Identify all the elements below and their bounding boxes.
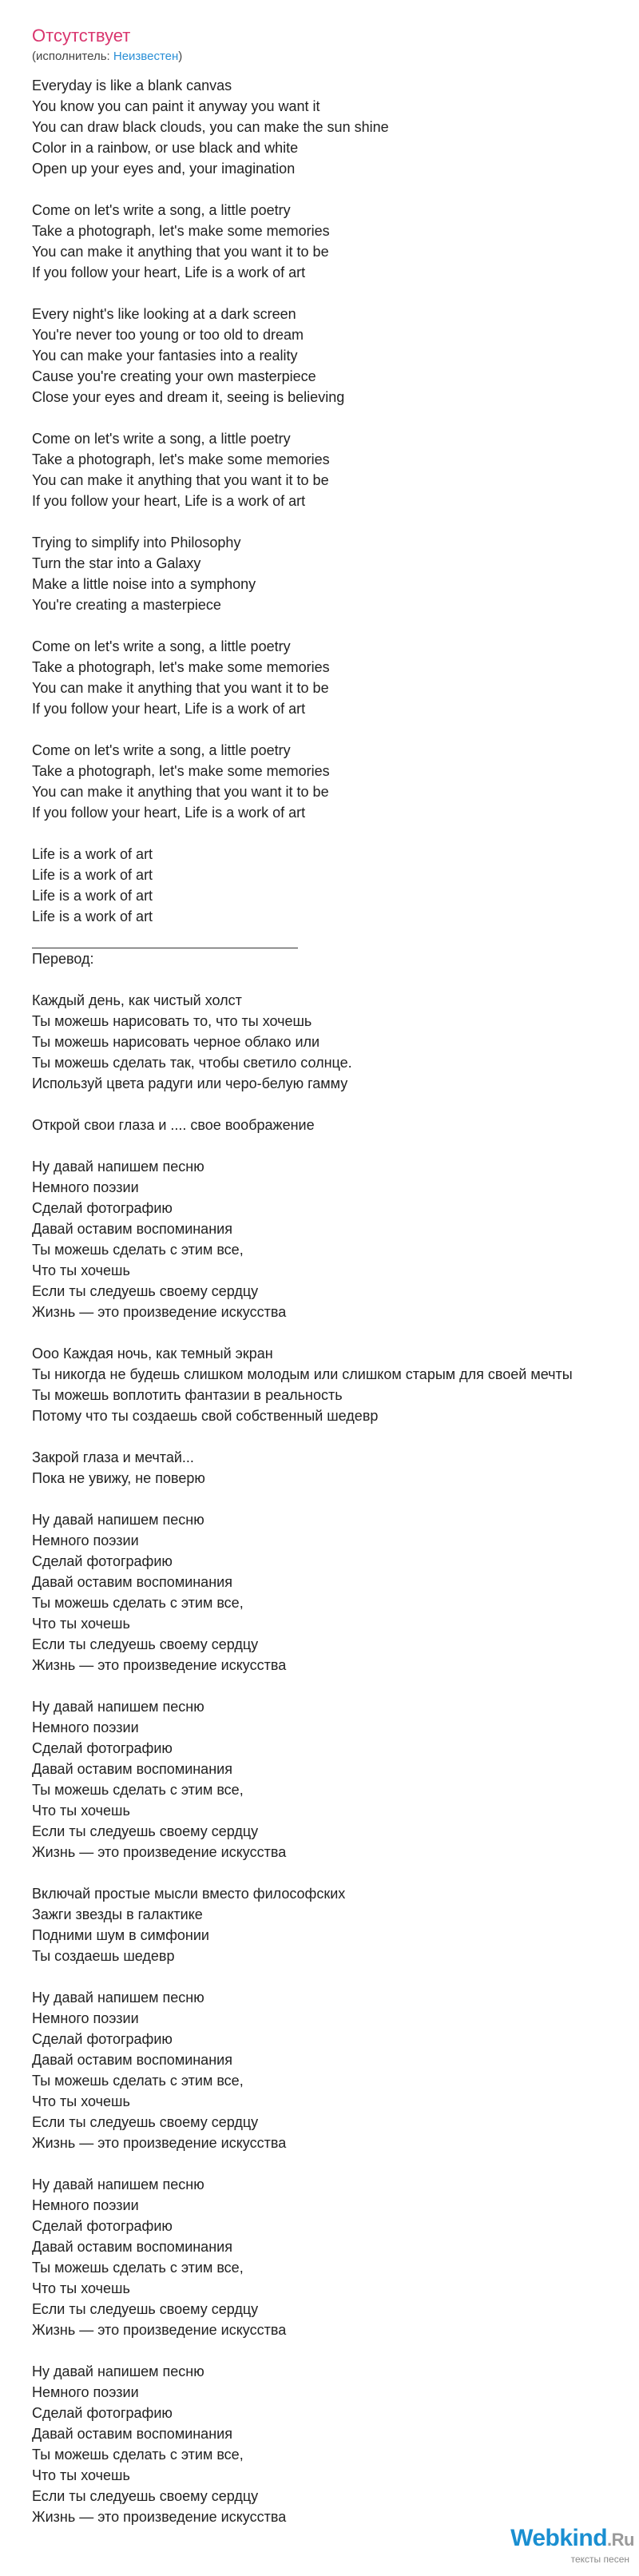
- logo-web: Web: [510, 2525, 560, 2551]
- lyric-line: Закрой глаза и мечтай...: [32, 1449, 194, 1465]
- lyric-line: If you follow your heart, Life is a work of art: [32, 493, 306, 509]
- lyric-line: Color in a rainbow, or use black and white: [32, 140, 299, 156]
- lyric-line: Используй цвета радуги или черо-белую гамму: [32, 1075, 348, 1091]
- lyrics-page: [32, 24, 631, 2548]
- lyric-line: You can make it anything that you want it to be: [32, 472, 329, 488]
- lyric-line: Сделай фотографию: [32, 2031, 173, 2047]
- lyric-line: Немного поэзии: [32, 1532, 139, 1548]
- lyric-line: Включай простые мысли вместо философских: [32, 1886, 346, 1902]
- lyric-line: Жизнь — это произведение искусства: [32, 1304, 287, 1320]
- lyric-line: Если ты следуешь своему сердцу: [32, 1636, 259, 1652]
- artist-line: [32, 50, 631, 64]
- lyric-line: Ну давай напишем песню: [32, 1512, 204, 1528]
- lyric-line: Жизнь — это произведение искусства: [32, 2509, 287, 2525]
- artist-link[interactable]: Неизвестен: [113, 50, 179, 63]
- lyric-line: Зажги звезды в галактике: [32, 1906, 203, 1922]
- lyric-line: Ты можешь сделать с этим все,: [32, 1242, 244, 1258]
- lyric-line: Немного поэзии: [32, 1179, 139, 1195]
- lyric-line: Ты создаешь шедевр: [32, 1948, 175, 1964]
- lyric-line: Что ты хочешь: [32, 1616, 130, 1632]
- lyric-line: Ооо Каждая ночь, как темный экран: [32, 1346, 273, 1362]
- lyric-line: Давай оставим воспоминания: [32, 2239, 232, 2255]
- stanza: [32, 1156, 631, 1322]
- stanza: [32, 304, 631, 407]
- stanza: [32, 1447, 631, 1489]
- lyric-line: Давай оставим воспоминания: [32, 2052, 232, 2068]
- lyric-line: Come on let's write a song, a little poetry: [32, 638, 291, 654]
- lyric-line: Ты можешь нарисовать то, что ты хочешь: [32, 1013, 312, 1029]
- lyric-line: Что ты хочешь: [32, 2467, 130, 2483]
- lyric-line: Пока не увижу, не поверю: [32, 1470, 205, 1486]
- lyric-line: Life is a work of art: [32, 867, 153, 883]
- lyrics-body: [32, 75, 631, 2527]
- lyric-line: Если ты следуешь своему сердцу: [32, 2488, 259, 2504]
- lyric-line: Сделай фотографию: [32, 2218, 173, 2234]
- stanza: [32, 428, 631, 511]
- translation-label: Перевод:: [32, 951, 94, 967]
- lyric-line: Жизнь — это произведение искусства: [32, 1844, 287, 1860]
- stanza: [32, 1343, 631, 1426]
- lyric-line: Жизнь — это произведение искусства: [32, 1657, 287, 1673]
- webkind-logo[interactable]: [463, 2515, 639, 2576]
- stanza: [32, 200, 631, 283]
- stanza: [32, 1987, 631, 2153]
- lyric-line: Ты можешь сделать с этим все,: [32, 2260, 244, 2276]
- lyric-line: Если ты следуешь своему сердцу: [32, 1283, 259, 1299]
- lyric-line: Life is a work of art: [32, 888, 153, 904]
- lyric-line: You can make it anything that you want it to be: [32, 244, 329, 260]
- lyric-line: Жизнь — это произведение искусства: [32, 2135, 287, 2151]
- lyric-line: You know you can paint it anyway you want it: [32, 98, 320, 114]
- lyric-line: Открой свои глаза и .... свое воображение: [32, 1117, 315, 1133]
- lyric-line: Немного поэзии: [32, 2197, 139, 2213]
- logo-tagline: тексты песен: [570, 2554, 629, 2565]
- translation-lyrics: [32, 990, 631, 2527]
- lyric-line: Каждый день, как чистый холст: [32, 992, 242, 1008]
- lyric-line: Ты можешь сделать с этим все,: [32, 1595, 244, 1611]
- lyric-line: Давай оставим воспоминания: [32, 1761, 232, 1777]
- lyric-line: Если ты следуешь своему сердцу: [32, 2301, 259, 2317]
- lyric-line: Если ты следуешь своему сердцу: [32, 2114, 259, 2130]
- song-title: Отсутствует: [32, 26, 131, 46]
- stanza: [32, 1696, 631, 1862]
- lyric-line: Ну давай напишем песню: [32, 1699, 204, 1715]
- lyric-line: Trying to simplify into Philosophy: [32, 535, 241, 551]
- lyric-line: Потому что ты создаешь свой собственный шедевр: [32, 1408, 379, 1424]
- lyric-line: Жизнь — это произведение искусства: [32, 2322, 287, 2338]
- lyric-line: Ну давай напишем песню: [32, 1990, 204, 2006]
- lyric-line: Take a photograph, let's make some memories: [32, 763, 330, 779]
- lyric-line: Come on let's write a song, a little poetry: [32, 742, 291, 758]
- logo-kind: kind: [559, 2525, 608, 2551]
- lyric-line: Open up your eyes and, your imagination: [32, 161, 296, 177]
- lyric-line: Turn the star into a Galaxy: [32, 555, 201, 571]
- lyric-line: Немного поэзии: [32, 1719, 139, 1735]
- artist-suffix: ): [178, 50, 183, 63]
- lyric-line: Come on let's write a song, a little poetry: [32, 202, 291, 218]
- lyric-line: You're never too young or too old to dream: [32, 327, 304, 343]
- lyric-line: Что ты хочешь: [32, 2093, 130, 2109]
- stanza: [32, 75, 631, 179]
- lyric-line: Ну давай напишем песню: [32, 2363, 204, 2379]
- logo-wordmark: [463, 2525, 634, 2554]
- lyric-line: Ты можешь сделать так, чтобы светило солнце.: [32, 1055, 352, 1071]
- lyric-line: Немного поэзии: [32, 2010, 139, 2026]
- lyric-line: You can draw black clouds, you can make the sun shine: [32, 119, 389, 135]
- lyric-line: Ты никогда не будешь слишком молодым или слишком старым для своей мечты: [32, 1366, 573, 1382]
- lyric-line: Come on let's write a song, a little poetry: [32, 431, 291, 447]
- lyric-line: Сделай фотографию: [32, 1553, 173, 1569]
- lyric-line: Ты можешь нарисовать черное облако или: [32, 1034, 320, 1050]
- original-lyrics: [32, 75, 631, 927]
- lyric-line: Что ты хочешь: [32, 2280, 130, 2296]
- lyric-line: Ты можешь сделать с этим все,: [32, 2447, 244, 2463]
- lyric-line: Подними шум в симфонии: [32, 1927, 209, 1943]
- stanza: [32, 1115, 631, 1135]
- lyric-line: Take a photograph, let's make some memories: [32, 451, 330, 467]
- lyric-line: If you follow your heart, Life is a work of art: [32, 701, 306, 717]
- lyric-line: Сделай фотографию: [32, 1200, 173, 1216]
- lyric-line: If you follow your heart, Life is a work of art: [32, 264, 306, 280]
- lyric-line: Сделай фотографию: [32, 2405, 173, 2421]
- stanza: [32, 844, 631, 927]
- stanza: [32, 2174, 631, 2340]
- lyric-line: Ты можешь сделать с этим все,: [32, 2073, 244, 2089]
- stanza: [32, 740, 631, 823]
- lyric-line: Every night's like looking at a dark screen: [32, 306, 296, 322]
- lyric-line: Давай оставим воспоминания: [32, 1221, 232, 1237]
- lyric-line: Ну давай напишем песню: [32, 1159, 204, 1175]
- lyric-line: Life is a work of art: [32, 908, 153, 924]
- lyric-line: You're creating a masterpiece: [32, 597, 221, 613]
- logo-ru: .Ru: [607, 2530, 634, 2550]
- stanza: [32, 1509, 631, 1676]
- lyric-line: Take a photograph, let's make some memories: [32, 223, 330, 239]
- lyric-line: Немного поэзии: [32, 2384, 139, 2400]
- stanza: [32, 532, 631, 615]
- lyric-line: You can make your fantasies into a reality: [32, 348, 298, 364]
- lyric-line: Ну давай напишем песню: [32, 2176, 204, 2192]
- lyric-line: Life is a work of art: [32, 846, 153, 862]
- lyric-line: You can make it anything that you want it to be: [32, 784, 329, 800]
- lyric-line: You can make it anything that you want it to be: [32, 680, 329, 696]
- lyric-line: Что ты хочешь: [32, 1803, 130, 1819]
- lyric-line: Close your eyes and dream it, seeing is believing: [32, 389, 345, 405]
- lyric-line: Давай оставим воспоминания: [32, 1574, 232, 1590]
- lyric-line: Сделай фотографию: [32, 1740, 173, 1756]
- lyric-line: Ты можешь воплотить фантазии в реальность: [32, 1387, 343, 1403]
- lyric-line: Ты можешь сделать с этим все,: [32, 1782, 244, 1798]
- stanza: [32, 2361, 631, 2527]
- lyric-line: Что ты хочешь: [32, 1262, 130, 1278]
- lyric-line: Everyday is like a blank canvas: [32, 78, 232, 93]
- lyric-line: Make a little noise into a symphony: [32, 576, 256, 592]
- lyric-line: Cause you're creating your own masterpiece: [32, 368, 316, 384]
- lyric-line: Take a photograph, let's make some memories: [32, 659, 330, 675]
- lyric-line: Давай оставим воспоминания: [32, 2426, 232, 2442]
- stanza: [32, 1883, 631, 1966]
- stanza: [32, 990, 631, 1094]
- lyric-line: If you follow your heart, Life is a work of art: [32, 805, 306, 821]
- artist-prefix: (исполнитель:: [32, 50, 113, 63]
- stanza: [32, 636, 631, 719]
- lyric-line: Если ты следуешь своему сердцу: [32, 1823, 259, 1839]
